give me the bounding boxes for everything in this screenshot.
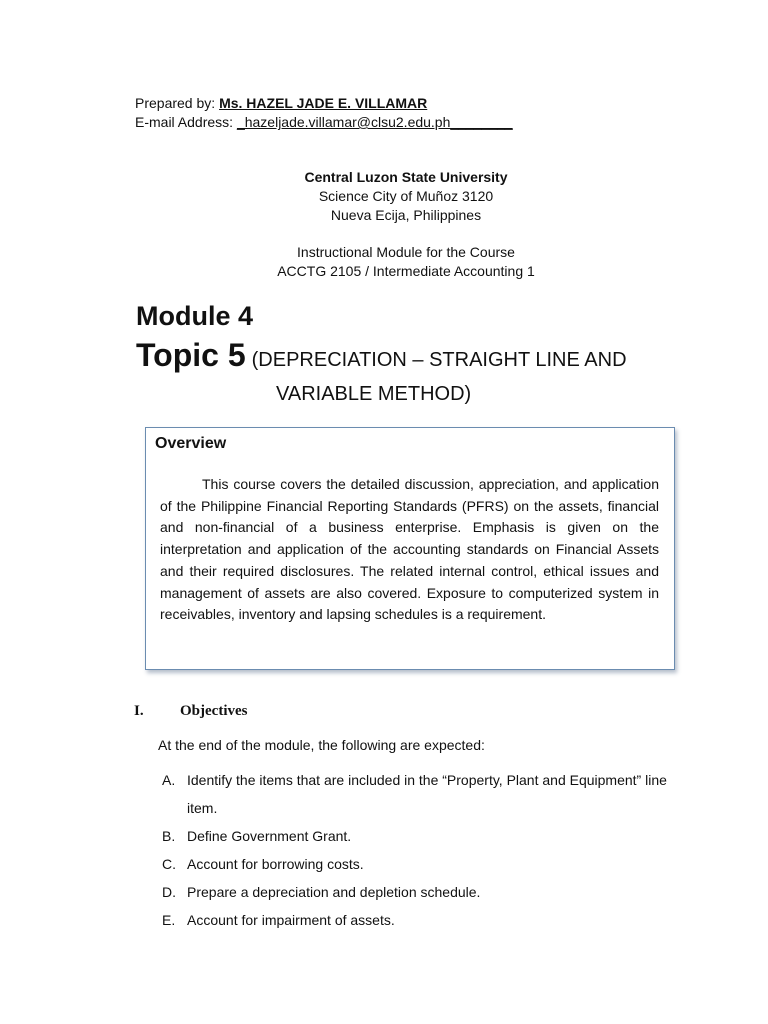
objective-item bbox=[162, 878, 682, 906]
objective-text: Prepare a depreciation and depletion schedule. bbox=[187, 884, 481, 900]
email-line bbox=[135, 113, 513, 132]
email-label: E-mail Address: bbox=[135, 114, 234, 130]
course-block bbox=[0, 243, 768, 281]
university-address-line1: Science City of Muñoz 3120 bbox=[318, 188, 494, 204]
topic-title bbox=[136, 338, 696, 411]
objectives-heading bbox=[134, 703, 247, 720]
objective-letter: C. bbox=[162, 856, 176, 872]
objective-text: Identify the items that are included in the “Property, Plant and Equipment” line item. bbox=[187, 772, 667, 816]
objectives-list bbox=[162, 766, 682, 934]
objective-item bbox=[162, 850, 682, 878]
objective-item bbox=[162, 822, 682, 850]
course-line2: ACCTG 2105 / Intermediate Accounting 1 bbox=[277, 263, 535, 279]
objective-letter: E. bbox=[162, 912, 176, 928]
university-name: Central Luzon State University bbox=[304, 169, 508, 185]
objective-letter: A. bbox=[162, 772, 176, 788]
prepared-by-label: Prepared by: bbox=[135, 95, 216, 111]
objective-text: Account for impairment of assets. bbox=[187, 912, 395, 928]
university-address-line2: Nueva Ecija, Philippines bbox=[330, 207, 482, 223]
course-line1: Instructional Module for the Course bbox=[297, 244, 515, 260]
prepared-by-line bbox=[135, 94, 513, 113]
objective-item bbox=[162, 766, 682, 822]
objective-text: Account for borrowing costs. bbox=[187, 856, 364, 872]
objective-letter: B. bbox=[162, 828, 176, 844]
objectives-title: Objectives bbox=[180, 703, 248, 719]
prepared-by-block bbox=[135, 94, 513, 132]
objective-text: Define Government Grant. bbox=[187, 828, 352, 844]
topic-subtitle-line1: (DEPRECIATION – STRAIGHT LINE AND bbox=[251, 349, 627, 371]
overview-body: This course covers the detailed discussion, appreciation, and application of the Philippine Financial Reporting Standards (PFRS) on the assets, financial and non-financial of a business enterprise. Emphasis is given on the interpretation and application of the accounting standards on Financial Assets and their required disclosures. The related internal control, ethical issues and management of assets are also covered. Exposure to computerized system in receivables, inventory and lapsing schedules is a requirement. bbox=[160, 476, 659, 623]
objective-item bbox=[162, 906, 682, 934]
email-address: _hazeljade.villamar@clsu2.edu.ph________ bbox=[236, 114, 513, 130]
author-name: Ms. HAZEL JADE E. VILLAMAR bbox=[219, 95, 428, 111]
objectives-intro: At the end of the module, the following are expected: bbox=[158, 737, 485, 753]
objectives-number: I. bbox=[134, 703, 144, 719]
overview-title: Overview bbox=[155, 435, 227, 452]
overview-box bbox=[145, 427, 675, 670]
objective-letter: D. bbox=[162, 884, 176, 900]
university-block bbox=[0, 168, 768, 225]
topic-subtitle-line2: VARIABLE METHOD) bbox=[276, 383, 472, 405]
topic-label: Topic 5 bbox=[136, 337, 246, 373]
module-title: Module 4 bbox=[136, 301, 254, 331]
